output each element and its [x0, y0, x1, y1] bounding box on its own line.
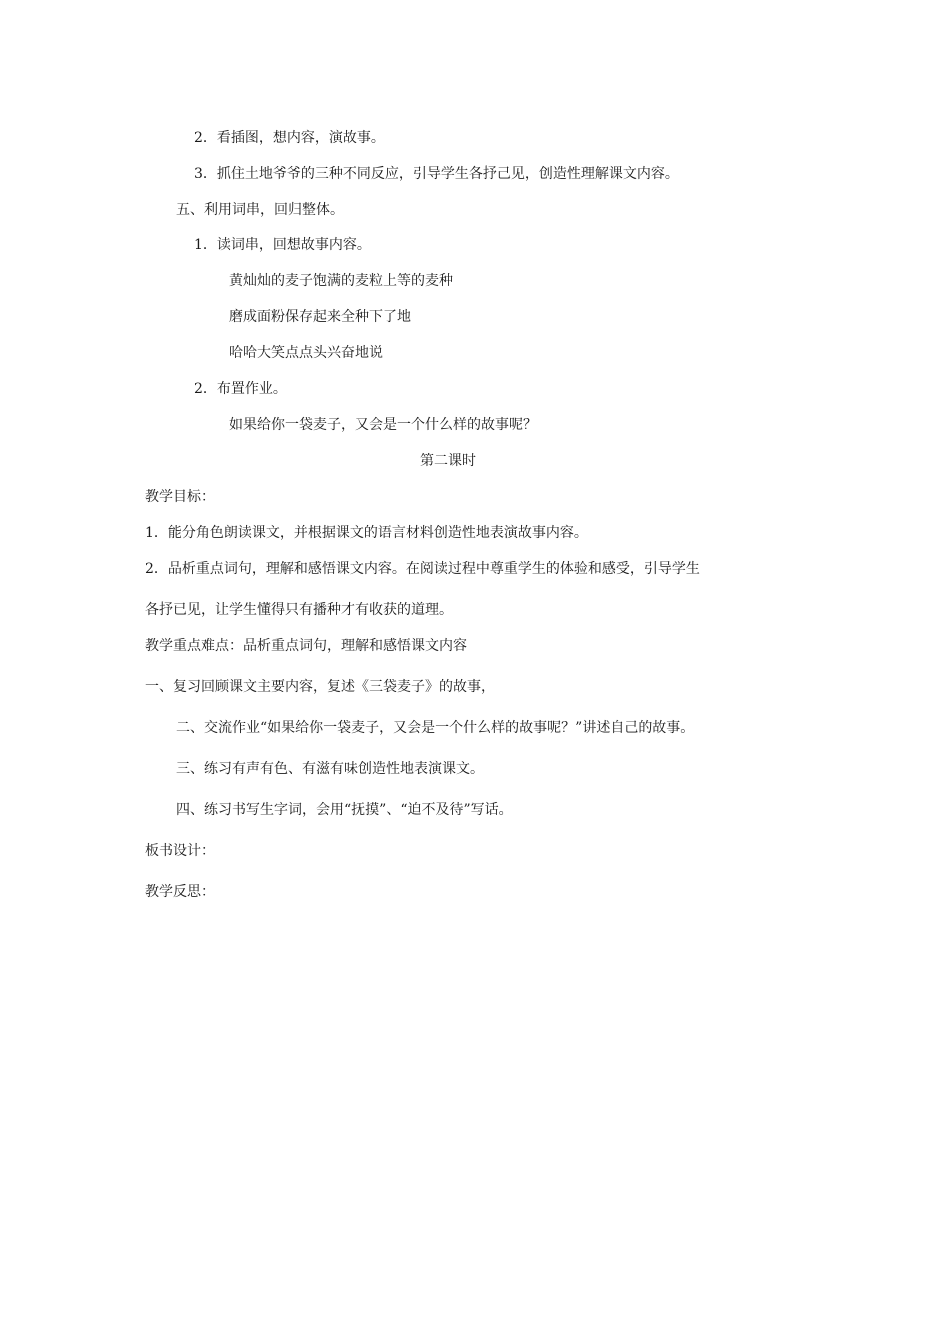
text-line: 如果给你一袋麦子，又会是一个什么样的故事呢？ [229, 417, 537, 433]
text-line: 2．布置作业。 [194, 381, 287, 397]
text-line: 各抒已见，让学生懂得只有播种才有收获的道理。 [145, 602, 453, 618]
text-line: 1．能分角色朗读课文，并根据课文的语言材料创造性地表演故事内容。 [145, 525, 588, 541]
text-line: 2．看插图，想内容，演故事。 [194, 130, 385, 146]
text-line: 五、利用词串，回归整体。 [176, 202, 344, 218]
text-line: 三、练习有声有色、有滋有味创造性地表演课文。 [176, 761, 484, 777]
text-line: 教学目标： [145, 489, 215, 505]
text-line: 教学重点难点：品析重点词句，理解和感悟课文内容 [145, 638, 467, 654]
text-line: 教学反思： [145, 884, 215, 900]
text-line: 磨成面粉保存起来全种下了地 [229, 309, 411, 325]
text-line: 二、交流作业“如果给你一袋麦子，又会是一个什么样的故事呢？”讲述自己的故事。 [176, 720, 695, 736]
text-line: 一、复习回顾课文主要内容，复述《三袋麦子》的故事， [145, 679, 495, 695]
section-heading: 第二课时 [420, 453, 476, 469]
text-line: 四、练习书写生字词，会用“抚摸”、“迫不及待”写话。 [176, 802, 513, 818]
text-line: 2．品析重点词句，理解和感悟课文内容。在阅读过程中尊重学生的体验和感受，引导学生 [145, 561, 700, 577]
text-line: 3．抓住土地爷爷的三种不同反应，引导学生各抒己见，创造性理解课文内容。 [194, 166, 679, 182]
text-line: 黄灿灿的麦子饱满的麦粒上等的麦种 [229, 273, 453, 289]
text-line: 板书设计： [145, 843, 215, 859]
text-line: 哈哈大笑点点头兴奋地说 [229, 345, 383, 361]
text-line: 1．读词串，回想故事内容。 [194, 237, 371, 253]
